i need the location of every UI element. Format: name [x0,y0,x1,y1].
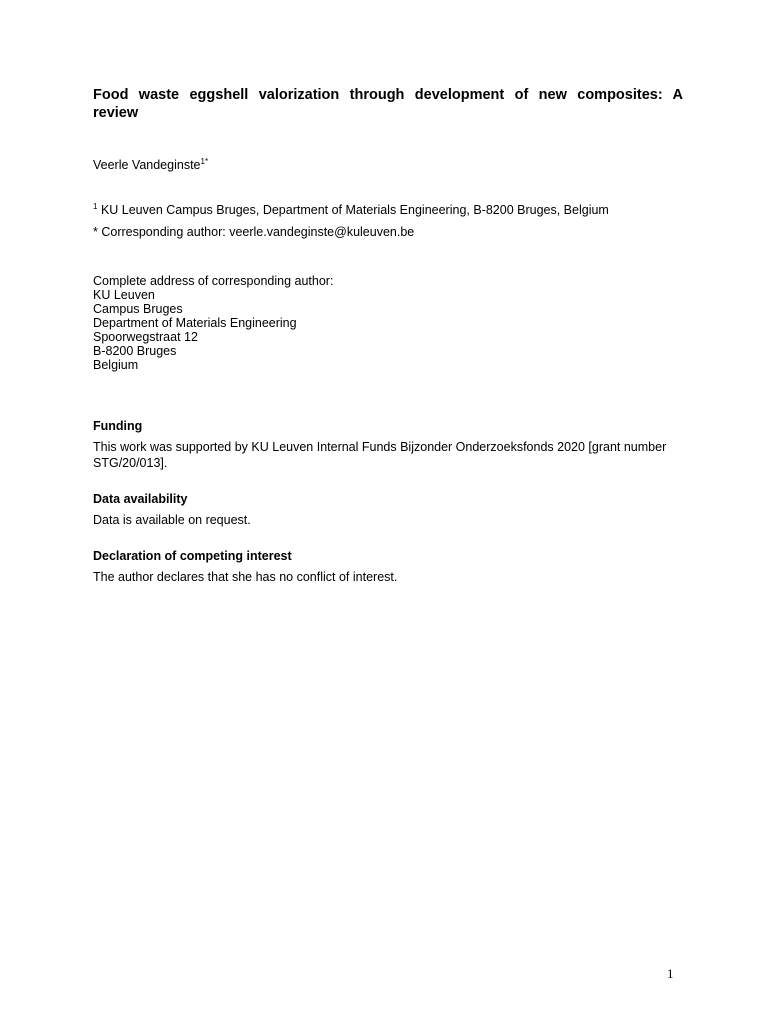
author-line [93,154,683,173]
address-line: B-8200 Bruges [93,344,177,358]
competing-interest-text: The author declares that she has no conflict of interest. [93,570,398,584]
page-number: 1 [667,966,674,981]
data-availability-heading: Data availability [93,492,188,506]
affiliation-text: KU Leuven Campus Bruges, Department of Materials Engineering, B-8200 Bruges, Belgium [100,203,609,217]
author-marks: 1* [200,157,209,166]
address-heading: Complete address of corresponding author: [93,274,334,288]
address-line: Belgium [93,358,139,372]
address-line: Spoorwegstraat 12 [93,330,198,344]
address-line: KU Leuven [93,288,155,302]
affiliation [93,199,683,218]
paper-title-page [93,86,683,585]
paper-title: Food waste eggshell valorization through development of new composites: A review [93,87,683,121]
address-line: Campus Bruges [93,302,183,316]
data-availability-text: Data is available on request. [93,513,251,527]
corresponding-author: * Corresponding author: veerle.vandeginste@kuleuven.be [93,225,415,239]
funding-section [93,418,683,471]
author-name: Veerle Vandeginste [93,158,201,172]
competing-interest-heading: Declaration of competing interest [93,549,292,563]
funding-heading: Funding [93,419,143,433]
affiliation-number: 1 [93,202,98,211]
address-line: Department of Materials Engineering [93,316,297,330]
data-availability-section [93,491,683,528]
competing-interest-section [93,548,683,585]
funding-text: This work was supported by KU Leuven Internal Funds Bijzonder Onderzoeksfonds 2020 [grant number STG/20/013]. [93,440,667,470]
address-block [93,274,683,372]
